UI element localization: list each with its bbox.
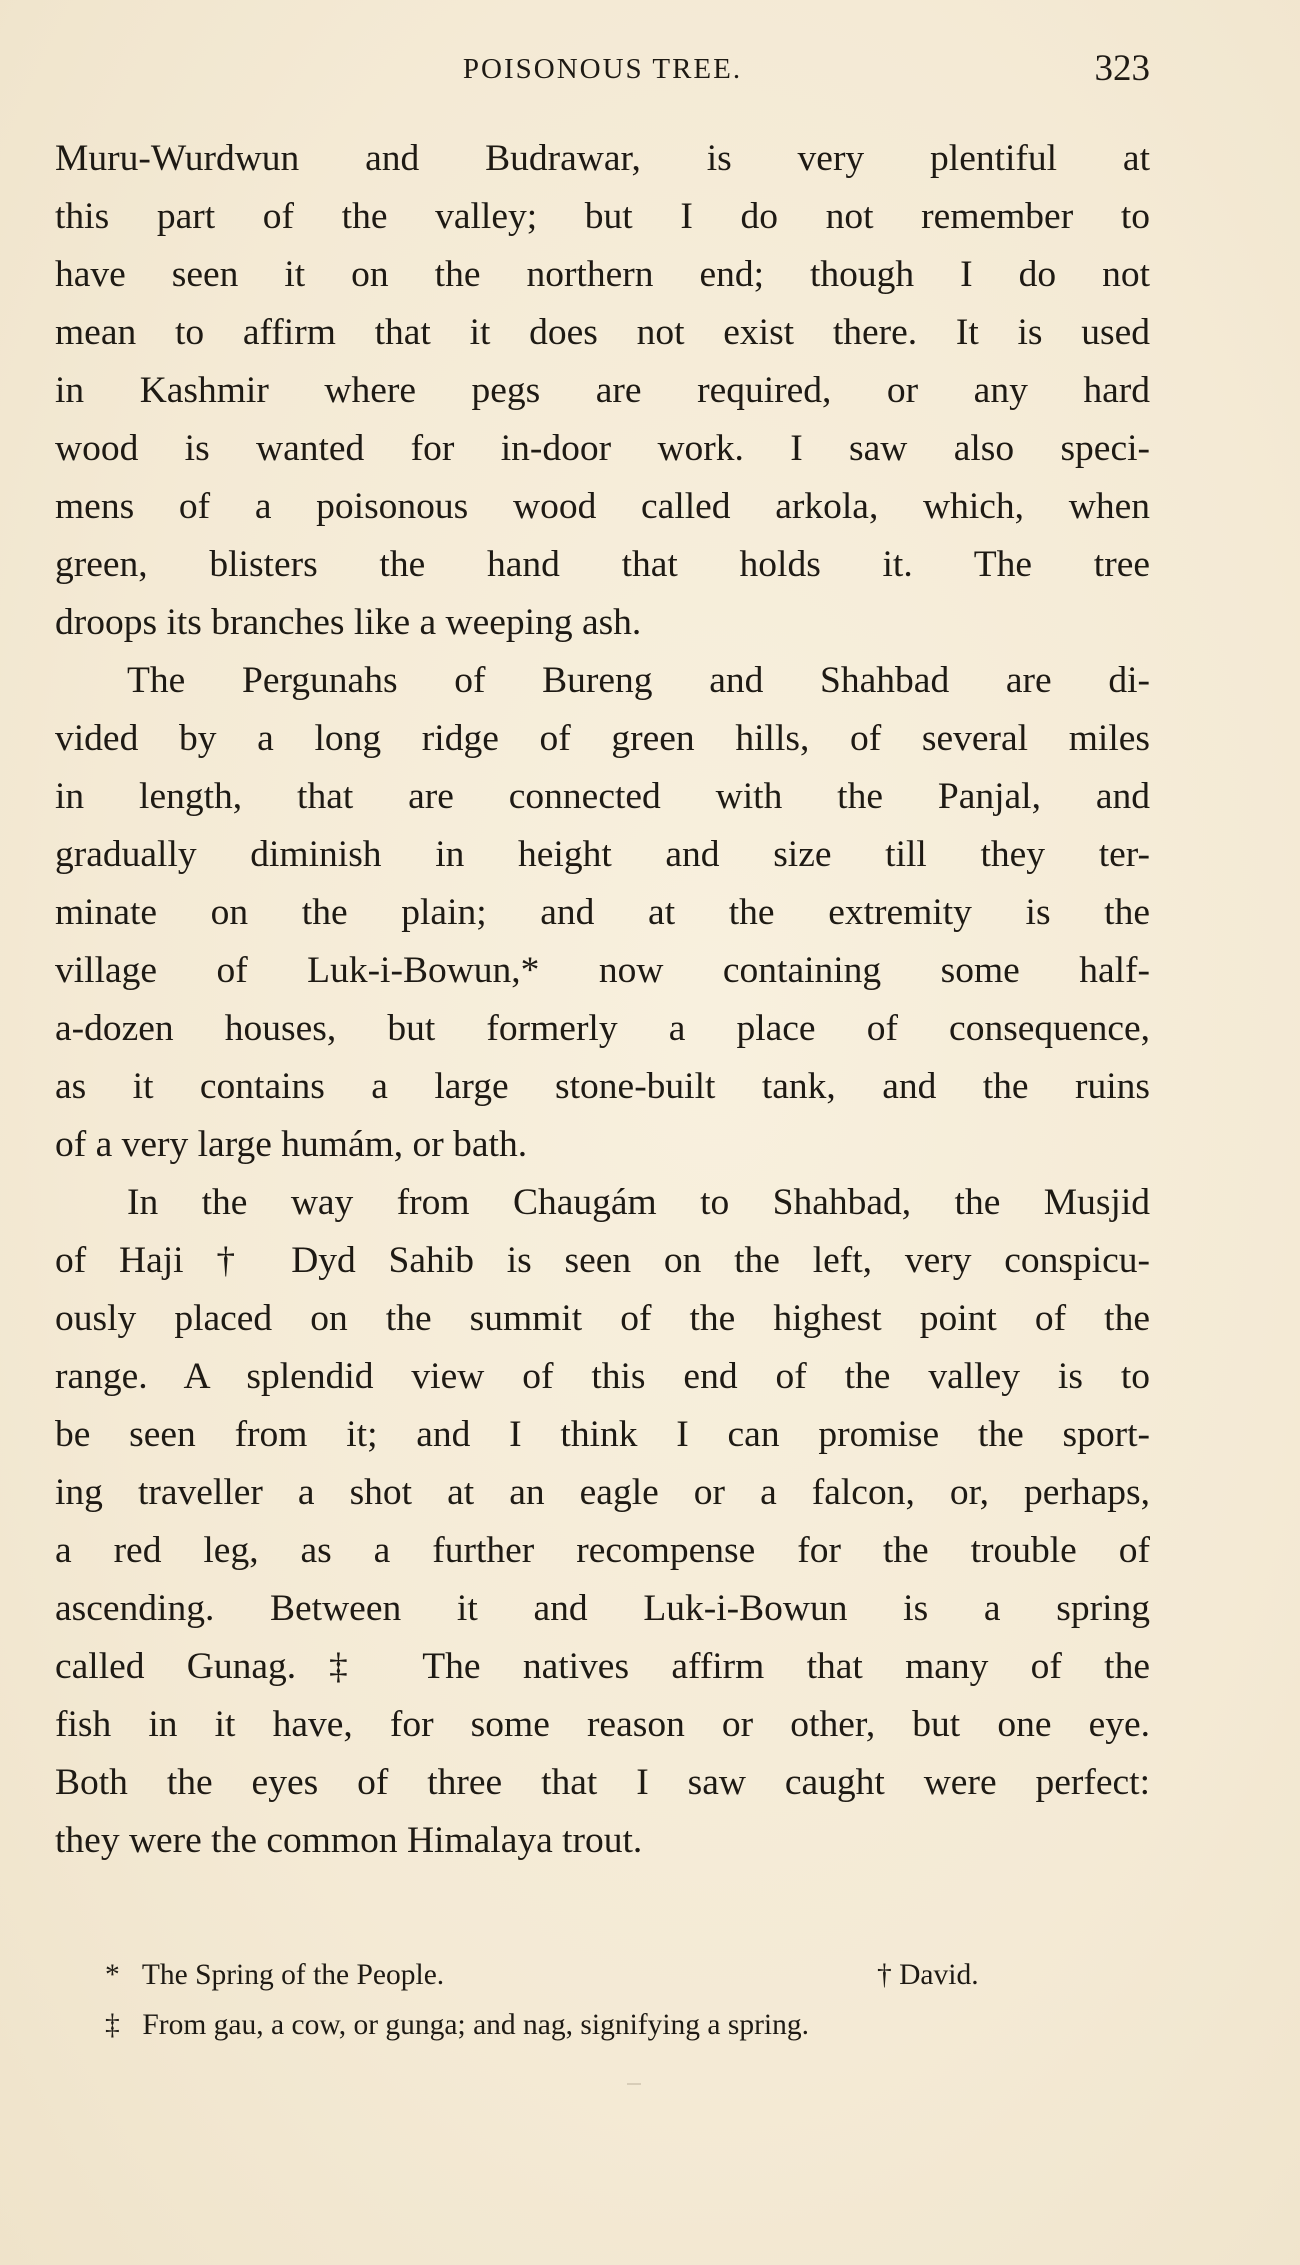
footnote-text: David. <box>899 1959 979 1991</box>
running-title: POISONOUS TREE. <box>462 53 743 85</box>
text-line: wood is wanted for in-door work. I saw also speci- <box>55 428 1150 469</box>
text-line: The Pergunahs of Bureng and Shahbad are di- <box>127 660 1150 701</box>
running-head <box>55 44 1150 94</box>
footnotes <box>55 1950 1150 2050</box>
page-number: 323 <box>1094 48 1150 89</box>
footnote-row <box>55 1950 1150 2000</box>
text-line: mean to affirm that it does not exist there. It is used <box>55 312 1150 353</box>
text-line: ascending. Between it and Luk-i-Bowun is a spring <box>55 1588 1150 1629</box>
text-line: vided by a long ridge of green hills, of several miles <box>55 718 1150 759</box>
text-line: in length, that are connected with the Panjal, and <box>55 776 1150 817</box>
footnote-inline <box>877 1950 979 2000</box>
text-line: be seen from it; and I think I can promise the sport- <box>55 1414 1150 1455</box>
footnote-marker: ‡ <box>105 2009 120 2041</box>
footnote-marker: * <box>105 1959 120 1991</box>
text-line: as it contains a large stone-built tank, and the ruins <box>55 1066 1150 1107</box>
text-line: a red leg, as a further recompense for the trouble of <box>55 1530 1150 1571</box>
text-line: have seen it on the northern end; though I do not <box>55 254 1150 295</box>
text-line: of Haji † Dyd Sahib is seen on the left, very conspicu- <box>55 1240 1150 1281</box>
text-line: droops its branches like a weeping ash. <box>55 602 642 643</box>
footnote-text: From gau, a cow, or gunga; and nag, signifying a spring. <box>142 2009 810 2041</box>
footnote-text: The Spring of the People. <box>141 1959 445 1991</box>
body-text <box>55 130 1150 1870</box>
text-line: they were the common Himalaya trout. <box>55 1820 643 1861</box>
text-line: ing traveller a shot at an eagle or a falcon, or, perhaps, <box>55 1472 1150 1513</box>
text-line: In the way from Chaugám to Shahbad, the Musjid <box>127 1182 1150 1223</box>
page-mark <box>627 2083 641 2085</box>
text-line: this part of the valley; but I do not remember to <box>55 196 1150 237</box>
text-line: village of Luk-i-Bowun,* now containing some half- <box>55 950 1150 991</box>
text-line: in Kashmir where pegs are required, or any hard <box>55 370 1150 411</box>
footnote-marker: † <box>877 1959 892 1991</box>
text-line: of a very large humám, or bath. <box>55 1124 528 1165</box>
text-line: gradually diminish in height and size till they ter- <box>55 834 1150 875</box>
text-line: mens of a poisonous wood called arkola, which, when <box>55 486 1150 527</box>
text-line: green, blisters the hand that holds it. The tree <box>55 544 1150 585</box>
footnote-row <box>55 2000 1150 2050</box>
text-line: fish in it have, for some reason or other, but one eye. <box>55 1704 1150 1745</box>
text-line: Muru-Wurdwun and Budrawar, is very plentiful at <box>55 138 1150 179</box>
text-line: a-dozen houses, but formerly a place of consequence, <box>55 1008 1150 1049</box>
text-line: Both the eyes of three that I saw caught were perfect: <box>55 1762 1150 1803</box>
text-line: minate on the plain; and at the extremity is the <box>55 892 1150 933</box>
text-line: called Gunag.‡ The natives affirm that many of the <box>55 1646 1150 1687</box>
text-line: ously placed on the summit of the highest point of the <box>55 1298 1150 1339</box>
text-line: range. A splendid view of this end of the valley is to <box>55 1356 1150 1397</box>
